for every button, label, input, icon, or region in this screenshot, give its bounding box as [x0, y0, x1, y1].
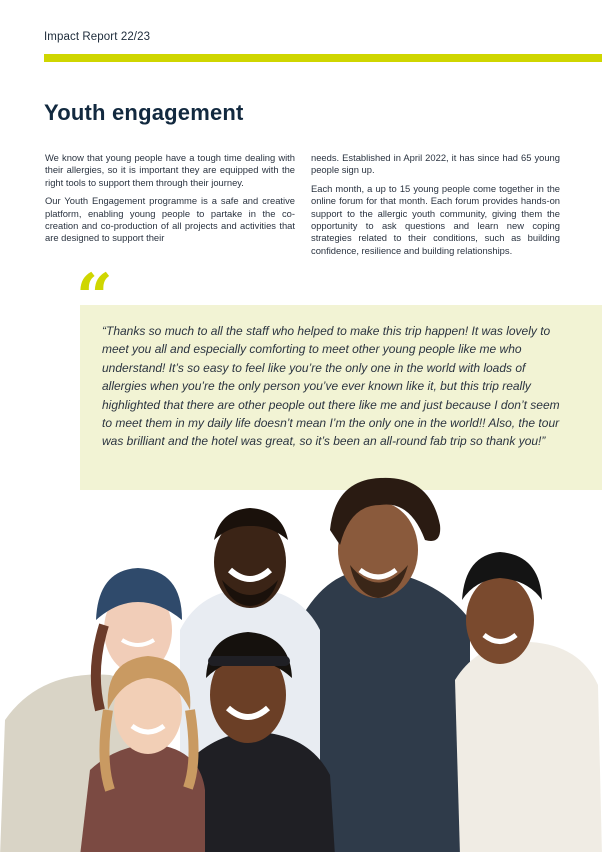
right-paragraph-2: Each month, a up to 15 young people come together in the online forum for that month. Each forum provides hands-on support to the allergic youth community, giving them the opportunity to ask questions and learn new coping strategies related to their conditions, such as building confidence, resilience and building relationships. [311, 182, 560, 256]
left-paragraph-1: We know that young people have a tough time dealing with their allergies, so it is important they are equipped with the right tools to support them through their journey. [45, 152, 295, 188]
testimonial-quote: “Thanks so much to all the staff who helped to make this trip happen! It was lovely to meet you all and especially comforting to meet other young people like me who understand! It’s so easy to feel like you’re the only one in the world with loads of allergies when you’re the only person you’ve ever known like it, but this trip really highlighted that there are other people out there like me and just because I don’t seem to meet them in my daily life doesn’t mean I’m the only one in the world!! Also, the tour was brilliant and the hotel was great, so it’s been an all-round fab trip so thank you!” [102, 324, 560, 449]
quote-mark-icon: “ [76, 260, 113, 335]
left-text-column [45, 152, 295, 251]
report-header-title: Impact Report 22/23 [44, 31, 151, 43]
person-far-right [455, 552, 602, 856]
header-accent-bar [44, 54, 602, 62]
group-photo [0, 470, 602, 856]
left-paragraph-2: Our Youth Engagement programme is a safe and creative platform, enabling young people to partake in the co-creation and co-production of all projects and activities that are designed to support their [45, 195, 295, 244]
right-text-column [311, 152, 560, 263]
right-paragraph-1: needs. Established in April 2022, it has since had 65 young people sign up. [311, 152, 560, 176]
page-title: Youth engagement [44, 100, 244, 125]
page-bottom-edge [0, 852, 602, 856]
